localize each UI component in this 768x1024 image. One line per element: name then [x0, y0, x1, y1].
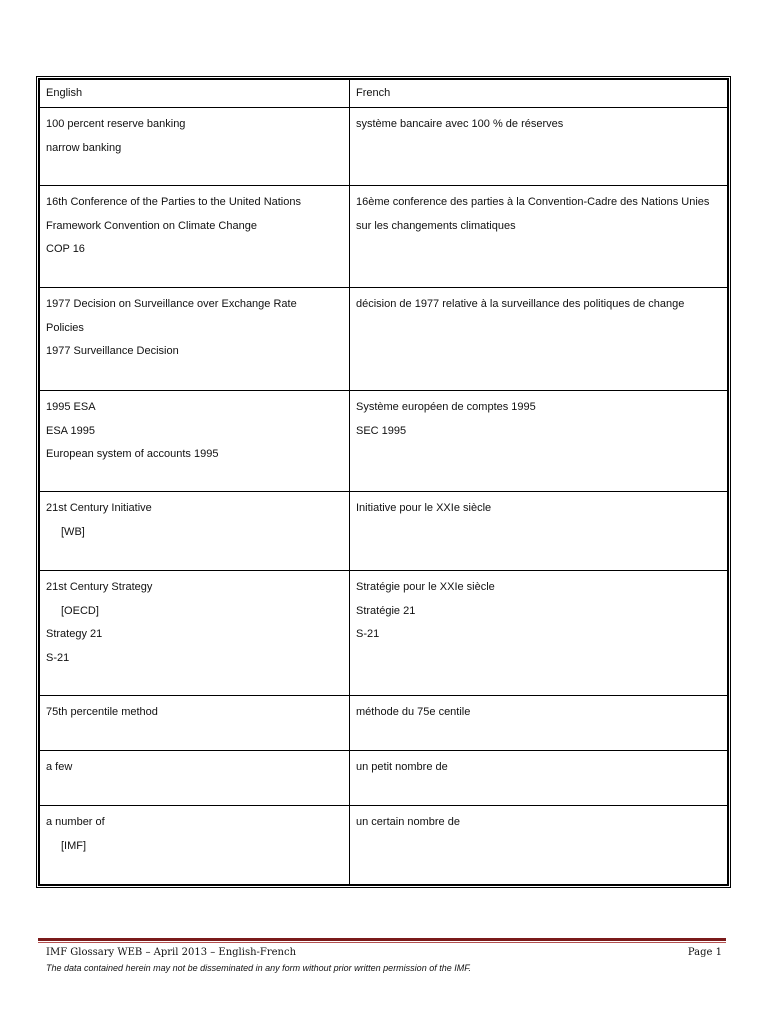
french-cell	[350, 288, 728, 391]
english-term-line: 100 percent reserve banking	[46, 118, 186, 130]
french-term-line: sur les changements climatiques	[356, 219, 516, 232]
english-term-line: European system of accounts 1995	[46, 448, 219, 460]
table-row	[40, 186, 728, 288]
english-term-line: COP 16	[46, 243, 85, 255]
table-row	[40, 751, 728, 806]
column-header-english: English	[40, 80, 350, 108]
table-row	[40, 492, 728, 571]
english-cell	[40, 696, 350, 751]
french-cell	[350, 492, 728, 571]
english-term-line: 75th percentile method	[46, 706, 158, 718]
french-term-line: Stratégie pour le XXIe siècle	[356, 581, 495, 593]
glossary-body	[40, 108, 728, 885]
english-cell	[40, 288, 350, 391]
table-row	[40, 806, 728, 885]
french-term-line: Système européen de comptes 1995	[356, 401, 536, 413]
french-term-line: 16ème conference des parties à la Convention-Cadre des Nations Unies	[356, 196, 710, 208]
english-cell	[40, 391, 350, 492]
english-term-line: 16th Conference of the Parties to the United Nations	[46, 196, 301, 208]
english-cell	[40, 108, 350, 186]
english-cell	[40, 571, 350, 696]
english-term-line: [OECD]	[61, 604, 99, 617]
english-term-line: Framework Convention on Climate Change	[46, 219, 257, 232]
french-cell	[350, 571, 728, 696]
page-number: Page 1	[687, 947, 722, 958]
english-term-line: ESA 1995	[46, 424, 95, 437]
table-row	[40, 696, 728, 751]
french-term-line: Initiative pour le XXIe siècle	[356, 502, 492, 514]
table-row	[40, 288, 728, 391]
french-term-line: méthode du 75e centile	[356, 706, 471, 718]
english-cell	[40, 806, 350, 885]
english-term-line: [IMF]	[61, 839, 87, 852]
footer-title: IMF Glossary WEB – April 2013 – English-French	[46, 947, 297, 958]
table-header-row	[40, 80, 728, 108]
english-term-line: 1977 Surveillance Decision	[46, 345, 179, 357]
english-term-line: Strategy 21	[46, 628, 103, 640]
english-term-line: 1995 ESA	[46, 401, 96, 413]
footer-disclaimer: The data contained herein may not be disseminated in any form without prior written permission of the IMF.	[46, 963, 472, 973]
glossary-table	[36, 76, 731, 888]
english-term-line: narrow banking	[46, 141, 122, 154]
french-cell	[350, 391, 728, 492]
french-term-line: un petit nombre de	[356, 761, 448, 773]
english-cell	[40, 751, 350, 806]
english-term-line: 21st Century Initiative	[46, 502, 152, 514]
table-row	[40, 391, 728, 492]
english-term-line: a number of	[46, 816, 105, 828]
french-cell	[350, 108, 728, 186]
table-row	[40, 108, 728, 186]
footer-rule-thin	[38, 942, 726, 943]
french-term-line: S-21	[356, 628, 380, 640]
french-cell	[350, 186, 728, 288]
english-term-line: 21st Century Strategy	[46, 581, 153, 593]
french-cell	[350, 751, 728, 806]
french-term-line: SEC 1995	[356, 424, 407, 437]
french-cell	[350, 696, 728, 751]
english-term-line: a few	[46, 761, 73, 773]
french-cell	[350, 806, 728, 885]
english-term-line: Policies	[46, 321, 84, 334]
english-term-line: S-21	[46, 651, 70, 664]
column-header-french: French	[350, 80, 728, 108]
english-cell	[40, 186, 350, 288]
table-row	[40, 571, 728, 696]
english-cell	[40, 492, 350, 571]
french-term-line: système bancaire avec 100 % de réserves	[356, 118, 564, 130]
french-term-line: un certain nombre de	[356, 816, 460, 828]
french-term-line: Stratégie 21	[356, 604, 416, 617]
english-term-line: [WB]	[61, 525, 85, 538]
english-term-line: 1977 Decision on Surveillance over Exchange Rate	[46, 298, 297, 310]
footer-rule	[38, 938, 726, 941]
french-term-line: décision de 1977 relative à la surveillance des politiques de change	[356, 298, 685, 310]
